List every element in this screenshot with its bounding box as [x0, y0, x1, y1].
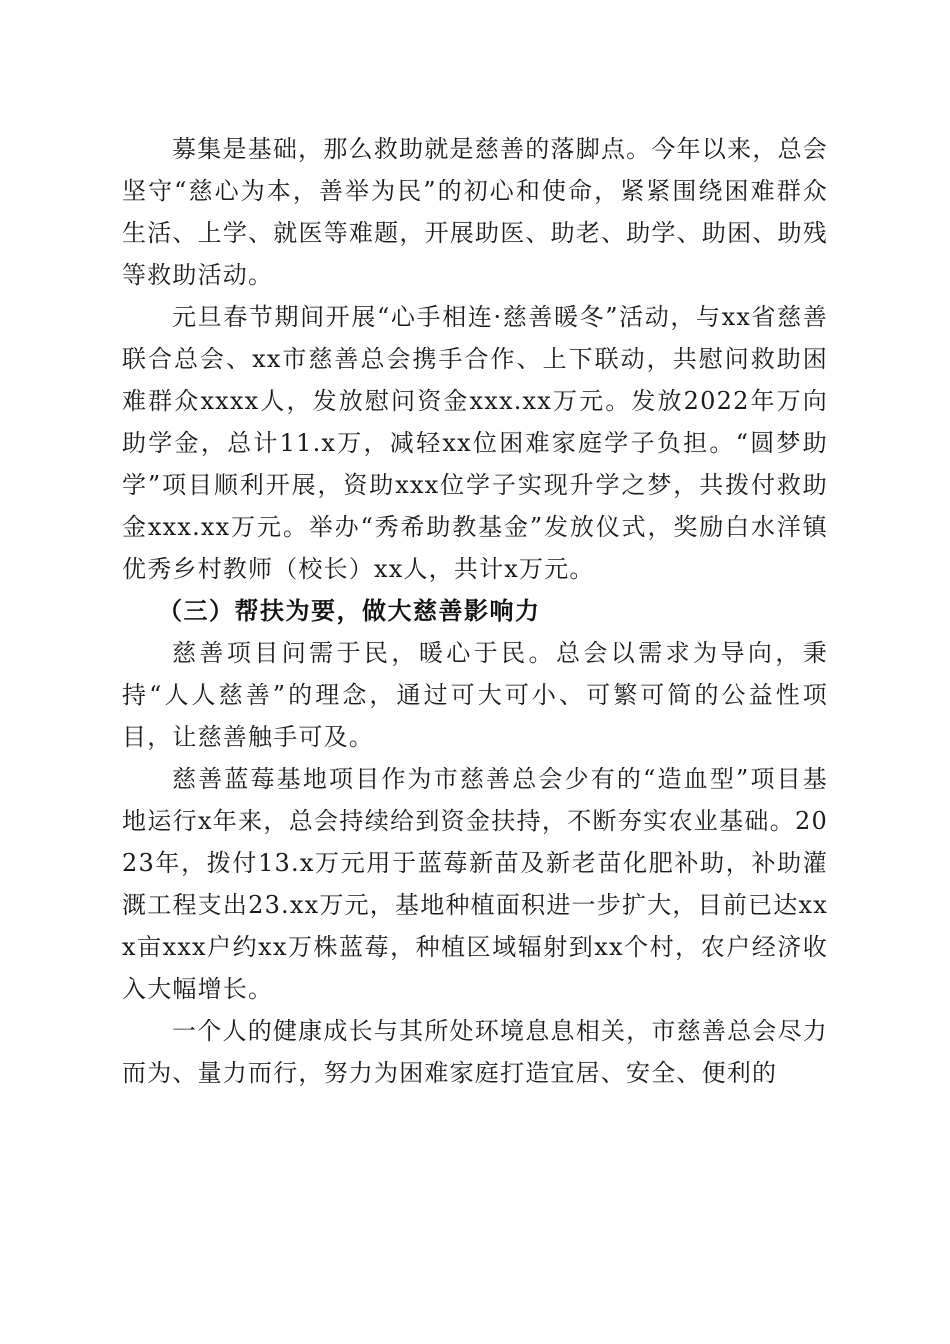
paragraph-projects-intro: 慈善项目问需于民，暖心于民。总会以需求为导向，秉持“人人慈善”的理念，通过可大可小、可繁可简的公益性项目，让慈善触手可及。	[122, 639, 828, 751]
section-heading-3: （三）帮扶为要，做大慈善影响力	[158, 596, 541, 625]
paragraph-winter-activities: 元旦春节期间开展“心手相连·慈善暖冬”活动，与xx省慈善联合总会、xx市慈善总会携手合作、上下联动，共慰问救助困难群众xxxx人，发放慰问资金xxx.xx万元。发放2022年万向助学金，总计11.x万，减轻xx位困难家庭学子负担。“圆梦助学”项目顺利开展，资助xxx位学子实现升学之梦，共拨付救助金xxx.xx万元。举办“秀希助教基金”发放仪式，奖励白水洋镇优秀乡村教师（校长）xx人，共计x万元。	[122, 303, 828, 583]
paragraph-living-environment: 一个人的健康成长与其所处环境息息相关，市慈善总会尽力而为、量力而行，努力为困难家庭打造宜居、安全、便利的	[122, 1017, 828, 1087]
paragraph-blueberry-base: 慈善蓝莓基地项目作为市慈善总会少有的“造血型”项目基地运行x年来，总会持续给到资金扶持，不断夯实农业基础。2023年，拨付13.x万元用于蓝莓新苗及新老苗化肥补助，补助灌溉工程支出23.xx万元，基地种植面积进一步扩大，目前已达xxx亩xxx户约xx万株蓝莓，种植区域辐射到xx个村，农户经济收入大幅增长。	[122, 765, 828, 1003]
paragraph-relief-overview: 募集是基础，那么救助就是慈善的落脚点。今年以来，总会坚守“慈心为本，善举为民”的初心和使命，紧紧围绕困难群众生活、上学、就医等难题，开展助医、助老、助学、助困、助残等救助活动。	[122, 135, 828, 289]
document-page	[122, 128, 828, 1094]
